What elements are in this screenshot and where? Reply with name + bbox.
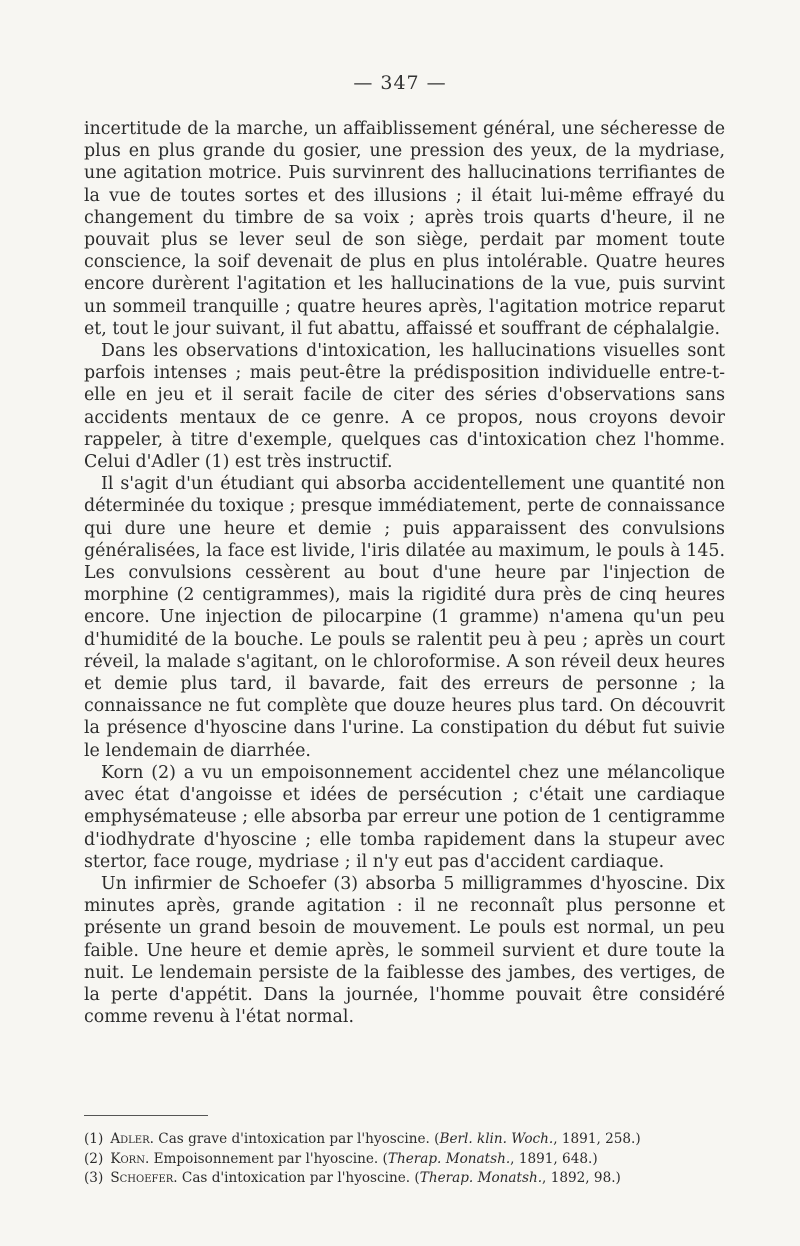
footnote-text: Empoisonnement par l'hyoscine. ( xyxy=(149,1150,388,1167)
footnote-number: (3) xyxy=(84,1170,104,1186)
footnote-text: Cas d'intoxication par l'hyoscine. ( xyxy=(177,1170,420,1186)
footnote-source: Berl. klin. Woch. xyxy=(439,1131,554,1147)
footnote xyxy=(84,1150,725,1170)
footnote-author: Schoefer. xyxy=(110,1170,178,1186)
paragraph: Korn (2) a vu un empoisonnement accidentel chez une mélancolique avec état d'angoisse et idées de persécution ; c'était une cardiaque emphysémateuse ; elle absorba par erreur une potion de 1 centigramme d'iodhydrate d'hyoscine ; elle tomba rapidement dans la stupeur avec stertor, face rouge, mydriase ; il n'y eut pas d'accident cardiaque. xyxy=(84,762,725,872)
footnote-divider xyxy=(84,1115,208,1116)
footnote-author: Korn. xyxy=(110,1150,150,1167)
footnote-number: (1) xyxy=(84,1131,104,1147)
footnote-number: (2) xyxy=(84,1150,104,1167)
footnote-text: Cas grave d'intoxication par l'hyoscine. ( xyxy=(153,1131,440,1147)
footnote-source: Therap. Monatsh. xyxy=(419,1170,543,1186)
footnotes xyxy=(84,1130,725,1189)
page-number: — 347 — xyxy=(353,72,447,94)
paragraph: incertitude de la marche, un affaiblissement général, une sécheresse de plus en plus grande du gosier, une pression des yeux, de la mydriase, une agitation motrice. Puis survinrent des hallucinations terrifiantes de la vue de toutes sortes et des illusions ; il était lui-même effrayé du changement du timbre de sa voix ; après trois quarts d'heure, il ne pouvait plus se lever seul de son siège, perdait par moment toute conscience, la soif devenait de plus en plus intolérable. Quatre heures encore durèrent l'agitation et les hallucinations de la vue, puis survint un sommeil tranquille ; quatre heures après, l'agitation motrice reparut et, tout le jour suivant, il fut abattu, affaissé et souffrant de céphalalgie. xyxy=(84,119,725,339)
body-text xyxy=(84,118,725,1028)
footnote-ref: , 1891, 258.) xyxy=(553,1131,641,1147)
footnote-source: Therap. Monatsh. xyxy=(387,1150,511,1167)
footnote-ref: , 1891, 648.) xyxy=(510,1150,598,1167)
footnote xyxy=(84,1169,725,1189)
footnote xyxy=(84,1130,725,1150)
footnote-ref: , 1892, 98.) xyxy=(542,1170,621,1186)
paragraph: Il s'agit d'un étudiant qui absorba accidentellement une quantité non déterminée du toxique ; presque immédiatement, perte de connaissance qui dure une heure et demie ; puis apparaissent des convulsions généralisées, la face est livide, l'iris dilatée au maximum, le pouls à 145. Les convulsions cessèrent au bout d'une heure par l'injection de morphine (2 centigrammes), mais la rigidité dura près de cinq heures encore. Une injection de pilocarpine (1 gramme) n'amena qu'un peu d'humidité de la bouche. Le pouls se ralentit peu à peu ; après un court réveil, la malade s'agitant, on le chloroformise. A son réveil deux heures et demie plus tard, il bavarde, fait des erreurs de personne ; la connaissance ne fut complète que douze heures plus tard. On découvrit la présence d'hyoscine dans l'urine. La constipation du début fut suivie le lendemain de diarrhée. xyxy=(84,474,725,761)
paragraph: Un infirmier de Schoefer (3) absorba 5 milligrammes d'hyoscine. Dix minutes après, grande agitation : il ne reconnaît plus personne et présente un grand besoin de mouvement. Le pouls est normal, un peu faible. Une heure et demie après, le sommeil survient et dure toute la nuit. Le lendemain persiste de la faiblesse des jambes, des vertiges, de la perte d'appétit. Dans la journée, l'homme pouvait être considéré comme revenu à l'état normal. xyxy=(84,873,725,1028)
footnote-author: Adler. xyxy=(110,1131,154,1147)
paragraph: Dans les observations d'intoxication, les hallucinations visuelles sont parfois intenses ; mais peut-être la prédisposition individuelle entre-t-elle en jeu et il serait facile de citer des séries d'observations sans accidents mentaux de ce genre. A ce propos, nous croyons devoir rappeler, à titre d'exemple, quelques cas d'intoxication chez l'homme. Celui d'Adler (1) est très instructif. xyxy=(84,341,725,473)
